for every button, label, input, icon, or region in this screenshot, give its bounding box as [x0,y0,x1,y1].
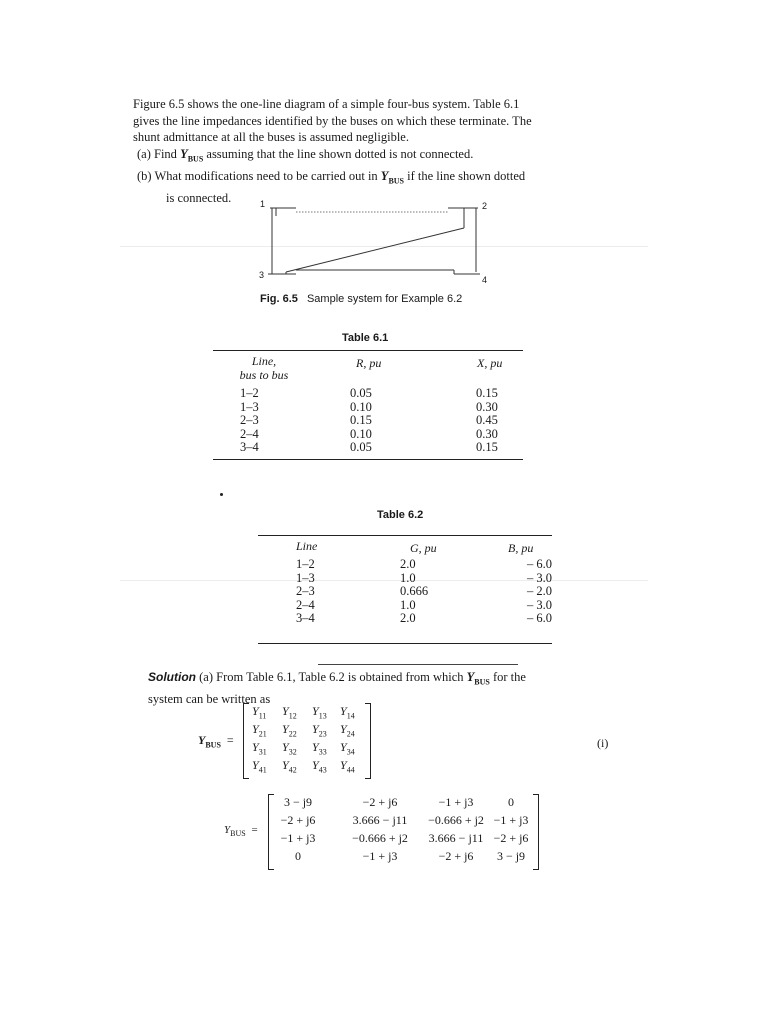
table-cell: 1–3 [296,570,315,585]
table1-header-line: Line, bus to bus [239,354,289,382]
table2-header-g: G, pu [410,541,437,555]
figure-caption-label: Fig. 6.5 [260,293,298,305]
table-cell: – 2.0 [527,584,552,598]
matrix2-entry: −0.666 + j2 [428,813,484,827]
table2-header-b: B, pu [508,541,534,555]
table-cell: 0.05 [350,440,372,454]
matrix1-entry: $Y_{12}$ [282,704,297,721]
matrix2-entry: −1 + j3 [438,795,474,809]
table-cell: 0.15 [476,386,498,400]
table1-top-rule [213,350,523,351]
table1-header-r: R, pu [356,356,382,370]
table2-top-rule [258,535,552,536]
matrix2-entry: −0.666 + j2 [352,831,408,845]
table1-header-x: X, pu [477,356,503,370]
matrix1-entry: $Y_{43}$ [312,758,327,775]
table2 [296,558,552,626]
matrix2-entry: 3 − j9 [496,849,526,863]
one-line-diagram [250,196,500,288]
table-cell: 0.10 [350,426,372,441]
matrix2-entry: −1 + j3 [280,831,316,845]
problem-statement [133,96,633,206]
table-cell: 1.0 [400,597,416,612]
matrix2-lhs: $Y_{BUS}$ = [224,824,258,839]
bus-label-2: 2 [482,201,488,211]
matrix1-entry: $Y_{42}$ [282,758,297,775]
table-cell: 2–3 [296,584,315,598]
line-2-3 [286,228,464,272]
table-cell: 2–4 [240,426,259,441]
matrix1-entry: $Y_{23}$ [312,722,327,739]
matrix2-entry: −2 + j6 [362,795,398,809]
table1 [240,387,516,455]
table1-title: Table 6.1 [342,332,389,344]
table-cell: 2–3 [240,413,259,427]
solution-label: Solution [148,670,196,684]
matrix2-entry: −1 + j3 [493,813,529,827]
matrix1-entry: $Y_{41}$ [252,758,267,775]
table-cell: – 3.0 [527,570,552,585]
table-cell: 1–2 [296,557,315,571]
bus-label-4: 4 [482,275,488,285]
matrix2-entry: −1 + j3 [362,849,398,863]
matrix1-lhs: $Y_{BUS}$ = [198,733,234,750]
matrix2-entry: 3.666 − j11 [352,813,408,827]
bus-label-1: 1 [260,199,266,209]
part-b-cont: is connected. [166,190,232,205]
table-row [240,428,516,442]
matrix1-entry: $Y_{13}$ [312,704,327,721]
table-row [296,572,552,586]
figure-caption [260,293,462,305]
table-cell: 0.666 [400,584,429,598]
table-cell: 1–2 [240,386,259,400]
intro-line: Figure 6.5 shows the one-line diagram of a simple four-bus system. Table 6.1 [133,97,520,111]
matrix1-entry: $Y_{21}$ [252,722,267,739]
table-cell: 2–4 [296,597,315,612]
bus-label-3: 3 [259,270,265,280]
table-cell: 0.45 [476,413,498,427]
table-cell: 2.0 [400,611,416,625]
table-cell: 3–4 [240,440,259,454]
matrix2-entry: 3.666 − j11 [428,831,484,845]
solution-text: Solution (a) From Table 6.1, Table 6.2 is obtained from which $Y_{BUS}$ for the system can be written as [148,670,526,706]
equation-number: (i) [597,736,609,750]
table-cell: 3–4 [296,611,315,625]
table-cell: 0.30 [476,399,498,414]
matrix2-entry: 0 [295,849,301,863]
table-row [240,401,516,415]
matrix1-entry: $Y_{33}$ [312,740,327,757]
table-cell: 0.15 [476,440,498,454]
part-b: (b) What modifications need to be carried out in $Y_{BUS}$ if the line shown dotted [137,168,526,185]
matrix2-entry: −2 + j6 [493,831,529,845]
matrix1-entry: $Y_{44}$ [340,758,355,775]
matrix1-entry: $Y_{11}$ [252,704,267,721]
intro-line: gives the line impedances identified by the buses on which these terminate. The [133,113,532,128]
section-rule [318,664,518,665]
matrix2-right-bracket [533,794,539,870]
table1-bottom-rule [213,459,523,460]
matrix2-entry: −2 + j6 [280,813,316,827]
matrix1-entry: $Y_{14}$ [340,704,355,721]
part-a: (a) Find $Y_{BUS}$ assuming that the line shown dotted is not connected. [137,146,474,163]
table2-bottom-rule [258,643,552,644]
table-cell: 0.30 [476,426,498,441]
matrix2-entry: 3 − j9 [283,795,313,809]
intro-line: shunt admittance at all the buses is assumed negligible. [133,130,409,144]
scan-dot [220,493,223,496]
table-cell: – 6.0 [527,557,552,571]
figure-caption-text: Sample system for Example 6.2 [306,293,463,305]
table-row [296,612,552,626]
matrix1-left-bracket [243,703,249,779]
table-cell: 0.05 [350,386,372,400]
table-row [240,387,516,401]
table-row [296,585,552,599]
matrix1-entry: $Y_{32}$ [282,740,297,757]
table-cell: – 3.0 [527,597,552,612]
matrix1-entry: $Y_{22}$ [282,722,297,739]
table2-header-line: Line [296,539,318,553]
matrix1-entry: $Y_{24}$ [340,722,355,739]
table2-title: Table 6.2 [377,509,424,521]
table-row [240,441,516,455]
matrix1-entry: $Y_{34}$ [340,740,355,757]
matrix2-entry: 0 [508,795,514,809]
matrix1-entry: $Y_{31}$ [252,740,267,757]
table-cell: 2.0 [400,557,416,571]
table-row [296,558,552,572]
matrix1-right-bracket [365,703,371,779]
table-row [240,414,516,428]
table-row [296,599,552,613]
table-cell: 1–3 [240,399,259,414]
table-cell: 0.10 [350,399,372,414]
table-cell: – 6.0 [527,611,552,625]
matrix2-entry: −2 + j6 [438,849,474,863]
table-cell: 1.0 [400,570,416,585]
table-cell: 0.15 [350,413,372,427]
